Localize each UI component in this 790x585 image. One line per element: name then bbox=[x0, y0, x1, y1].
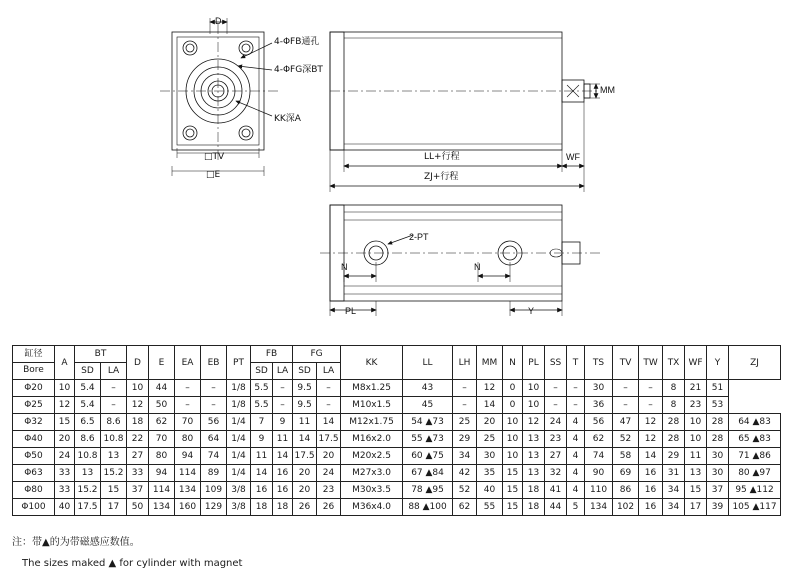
cell-value: 53 bbox=[707, 397, 729, 414]
cell-value: 26 bbox=[317, 499, 341, 516]
cell-value: 28 bbox=[663, 431, 685, 448]
cell-value: 22 bbox=[127, 431, 149, 448]
cell-value: 45 bbox=[403, 397, 453, 414]
cell-value: 18 bbox=[523, 499, 545, 516]
table-row bbox=[13, 499, 781, 516]
cell-value: 30 bbox=[477, 448, 503, 465]
cell-value: 50 bbox=[127, 499, 149, 516]
dim-label-n-right: N bbox=[474, 262, 481, 272]
cell-value: 52 bbox=[613, 431, 639, 448]
cell-value: 16 bbox=[639, 482, 663, 499]
cell-value: 64 bbox=[201, 431, 227, 448]
cell-value: 4 bbox=[567, 414, 585, 431]
cell-value: 10 bbox=[523, 380, 545, 397]
cell-value: 71 ▲86 bbox=[729, 448, 781, 465]
cell-value: 36 bbox=[585, 397, 613, 414]
cell-value: 10 bbox=[503, 431, 523, 448]
col-pl: PL bbox=[523, 346, 545, 380]
cell-value: – bbox=[639, 380, 663, 397]
cell-value: 28 bbox=[707, 414, 729, 431]
cell-value: 30 bbox=[707, 465, 729, 482]
cell-value: 55 ▲73 bbox=[403, 431, 453, 448]
cell-value: M36x4.0 bbox=[341, 499, 403, 516]
col-mm: MM bbox=[477, 346, 503, 380]
col-fg: FG bbox=[293, 346, 341, 363]
cell-value: 1/4 bbox=[227, 414, 251, 431]
cell-value: 16 bbox=[639, 499, 663, 516]
cell-value: 51 bbox=[707, 380, 729, 397]
cell-value: 23 bbox=[545, 431, 567, 448]
cell-value: – bbox=[567, 380, 585, 397]
cell-value: 80 bbox=[149, 448, 175, 465]
cell-value: 62 bbox=[585, 431, 613, 448]
cell-value: 20 bbox=[293, 465, 317, 482]
cell-value: 50 bbox=[149, 397, 175, 414]
cell-value: 10 bbox=[503, 414, 523, 431]
cell-value: 18 bbox=[127, 414, 149, 431]
cell-value: 109 bbox=[201, 482, 227, 499]
cell-value: 69 bbox=[613, 465, 639, 482]
cell-value: 18 bbox=[273, 499, 293, 516]
cell-value: 16 bbox=[251, 482, 273, 499]
cell-value: 13 bbox=[101, 448, 127, 465]
cell-value: 3/8 bbox=[227, 499, 251, 516]
cell-value: 7 bbox=[251, 414, 273, 431]
table-row bbox=[13, 431, 781, 448]
dim-label-n-left: N bbox=[341, 262, 348, 272]
table-row bbox=[13, 482, 781, 499]
cell-value: – bbox=[613, 380, 639, 397]
cell-value: 94 bbox=[149, 465, 175, 482]
dim-label-pl: PL bbox=[345, 306, 357, 316]
cell-value: 11 bbox=[685, 448, 707, 465]
col-bore-cn: 缸径 bbox=[24, 349, 43, 359]
cell-value: 94 bbox=[175, 448, 201, 465]
callout-kk-deep: KK深A bbox=[274, 114, 301, 124]
callout-2-pt-port: 2-PT bbox=[409, 232, 429, 242]
header-row-1 bbox=[13, 346, 781, 363]
cell-bore: Φ63 bbox=[13, 465, 55, 482]
cell-value: 17 bbox=[101, 499, 127, 516]
cell-value: 25 bbox=[453, 414, 477, 431]
cell-value: 37 bbox=[127, 482, 149, 499]
cell-value: 44 bbox=[149, 380, 175, 397]
cell-value: M8x1.25 bbox=[341, 380, 403, 397]
cell-value: 15 bbox=[685, 482, 707, 499]
cell-value: 10.8 bbox=[75, 448, 101, 465]
cell-value: M30x3.5 bbox=[341, 482, 403, 499]
cell-value: – bbox=[101, 380, 127, 397]
cell-value: 134 bbox=[149, 499, 175, 516]
cell-value: 78 ▲95 bbox=[403, 482, 453, 499]
cell-value: – bbox=[317, 397, 341, 414]
cell-value: 5.5 bbox=[251, 397, 273, 414]
cell-bore: Φ20 bbox=[13, 380, 55, 397]
note-chinese: 注：带▲的为带磁感应数值。 bbox=[12, 537, 140, 548]
cell-value: – bbox=[639, 397, 663, 414]
cell-value: 33 bbox=[55, 465, 75, 482]
cell-value: 43 bbox=[403, 380, 453, 397]
cell-value: 8.6 bbox=[75, 431, 101, 448]
cell-value: 8 bbox=[663, 380, 685, 397]
cell-value: 17.5 bbox=[317, 431, 341, 448]
cell-value: 14 bbox=[639, 448, 663, 465]
col-a: A bbox=[55, 346, 75, 380]
cell-value: – bbox=[101, 397, 127, 414]
col-ll: LL bbox=[403, 346, 453, 380]
cell-value: 12 bbox=[55, 397, 75, 414]
cell-value: 67 ▲84 bbox=[403, 465, 453, 482]
cell-value: 30 bbox=[707, 448, 729, 465]
cell-bore: Φ100 bbox=[13, 499, 55, 516]
cell-value: 5.5 bbox=[251, 380, 273, 397]
cell-value: 5.4 bbox=[75, 397, 101, 414]
cell-value: 27 bbox=[545, 448, 567, 465]
cell-value: 14 bbox=[477, 397, 503, 414]
col-t: T bbox=[567, 346, 585, 380]
cell-value: 33 bbox=[127, 465, 149, 482]
cell-value: 10 bbox=[55, 380, 75, 397]
cell-value: 41 bbox=[545, 482, 567, 499]
cell-value: 1/8 bbox=[227, 380, 251, 397]
cell-value: 23 bbox=[317, 482, 341, 499]
cell-value: 4 bbox=[567, 482, 585, 499]
table-head bbox=[13, 346, 781, 380]
cell-value: 102 bbox=[613, 499, 639, 516]
cell-value: 1/4 bbox=[227, 448, 251, 465]
cell-value: M10x1.5 bbox=[341, 397, 403, 414]
col-d: D bbox=[127, 346, 149, 380]
cell-value: 32 bbox=[545, 465, 567, 482]
cell-value: 10 bbox=[127, 380, 149, 397]
cell-value: 4 bbox=[567, 431, 585, 448]
cell-value: 56 bbox=[585, 414, 613, 431]
cell-value: 110 bbox=[585, 482, 613, 499]
cell-value: – bbox=[545, 397, 567, 414]
col-tx: TX bbox=[663, 346, 685, 380]
dim-label-d: D bbox=[215, 16, 222, 26]
dim-label-zj-stroke: ZJ+行程 bbox=[424, 172, 459, 182]
col-bore bbox=[13, 346, 55, 380]
cell-value: 24 bbox=[317, 465, 341, 482]
cell-value: 0 bbox=[503, 380, 523, 397]
cell-value: 52 bbox=[453, 482, 477, 499]
col-fb: FB bbox=[251, 346, 293, 363]
cell-value: 62 bbox=[149, 414, 175, 431]
cell-value: 74 bbox=[585, 448, 613, 465]
cell-value: 90 bbox=[585, 465, 613, 482]
cell-value: 12 bbox=[639, 414, 663, 431]
cell-value: 16 bbox=[273, 482, 293, 499]
cell-value: – bbox=[545, 380, 567, 397]
cell-bore: Φ80 bbox=[13, 482, 55, 499]
cell-value: – bbox=[201, 397, 227, 414]
cell-value: 29 bbox=[663, 448, 685, 465]
dim-label-wf: WF bbox=[566, 152, 580, 162]
cell-value: 12 bbox=[523, 414, 545, 431]
cell-value: 1/8 bbox=[227, 397, 251, 414]
cell-value: 12 bbox=[477, 380, 503, 397]
cell-value: 10 bbox=[503, 448, 523, 465]
cell-value: 40 bbox=[55, 499, 75, 516]
dim-label-tv: □TV bbox=[204, 152, 225, 162]
cell-value: 31 bbox=[663, 465, 685, 482]
dim-label-e: □E bbox=[206, 170, 221, 180]
col-tw: TW bbox=[639, 346, 663, 380]
cell-value: 0 bbox=[503, 397, 523, 414]
cell-value: M27x3.0 bbox=[341, 465, 403, 482]
col-n: N bbox=[503, 346, 523, 380]
col-bt: BT bbox=[75, 346, 127, 363]
col-bt-sd: SD bbox=[75, 363, 101, 380]
cell-value: 5.4 bbox=[75, 380, 101, 397]
cell-value: 80 ▲97 bbox=[729, 465, 781, 482]
cell-value: 3/8 bbox=[227, 482, 251, 499]
cell-value: 29 bbox=[453, 431, 477, 448]
cell-value: – bbox=[567, 397, 585, 414]
cell-value: 34 bbox=[453, 448, 477, 465]
cell-value: – bbox=[317, 380, 341, 397]
callout-fb-through-hole: 4-ΦFB通孔 bbox=[274, 37, 320, 47]
col-wf: WF bbox=[685, 346, 707, 380]
dim-label-ll-stroke: LL+行程 bbox=[424, 152, 460, 162]
cell-value: – bbox=[175, 397, 201, 414]
cell-value: 89 bbox=[201, 465, 227, 482]
col-fg-sd: SD bbox=[293, 363, 317, 380]
cell-value: 28 bbox=[707, 431, 729, 448]
cell-value: 60 ▲75 bbox=[403, 448, 453, 465]
cell-value: 28 bbox=[663, 414, 685, 431]
cell-value: 15 bbox=[503, 499, 523, 516]
cell-value: 42 bbox=[453, 465, 477, 482]
table-row bbox=[13, 380, 781, 397]
cell-value: – bbox=[175, 380, 201, 397]
col-ss: SS bbox=[545, 346, 567, 380]
cell-value: 11 bbox=[273, 431, 293, 448]
col-fb-la: LA bbox=[273, 363, 293, 380]
cell-value: 27 bbox=[127, 448, 149, 465]
cell-value: 12 bbox=[127, 397, 149, 414]
cell-value: 134 bbox=[175, 482, 201, 499]
cell-value: 39 bbox=[707, 499, 729, 516]
cell-value: 14 bbox=[251, 465, 273, 482]
table-row bbox=[13, 465, 781, 482]
cell-value: 58 bbox=[613, 448, 639, 465]
cell-value: 30 bbox=[585, 380, 613, 397]
col-eb: EB bbox=[201, 346, 227, 380]
cell-value: 21 bbox=[685, 380, 707, 397]
cell-value: 23 bbox=[685, 397, 707, 414]
cell-value: – bbox=[273, 397, 293, 414]
cell-value: 15 bbox=[101, 482, 127, 499]
col-fb-sd: SD bbox=[251, 363, 273, 380]
cell-value: 74 bbox=[201, 448, 227, 465]
cell-value: 35 bbox=[477, 465, 503, 482]
cell-bore: Φ50 bbox=[13, 448, 55, 465]
cell-value: 64 ▲83 bbox=[729, 414, 781, 431]
col-lh: LH bbox=[453, 346, 477, 380]
callout-fg-deep: 4-ΦFG深BT bbox=[274, 65, 323, 75]
cell-value: 15 bbox=[503, 482, 523, 499]
cell-value: 80 bbox=[175, 431, 201, 448]
cell-value: 9.5 bbox=[293, 380, 317, 397]
dim-label-mm: MM bbox=[600, 85, 615, 95]
cell-value: 15.2 bbox=[75, 482, 101, 499]
cell-value: 56 bbox=[201, 414, 227, 431]
cell-value: 13 bbox=[523, 431, 545, 448]
dim-label-y: Y bbox=[528, 306, 535, 316]
col-zj: ZJ bbox=[729, 346, 781, 380]
col-y: Y bbox=[707, 346, 729, 380]
note-english: The sizes maked ▲ for cylinder with magnet bbox=[22, 558, 243, 569]
cell-value: 17 bbox=[685, 499, 707, 516]
cell-value: 9.5 bbox=[293, 397, 317, 414]
cell-value: 86 bbox=[613, 482, 639, 499]
cell-value: 10.8 bbox=[101, 431, 127, 448]
cell-value: 129 bbox=[201, 499, 227, 516]
cell-value: 20 bbox=[477, 414, 503, 431]
cell-bore: Φ32 bbox=[13, 414, 55, 431]
cell-value: 17.5 bbox=[293, 448, 317, 465]
table-row bbox=[13, 448, 781, 465]
cell-value: – bbox=[613, 397, 639, 414]
cell-value: 25 bbox=[477, 431, 503, 448]
cell-value: 114 bbox=[149, 482, 175, 499]
col-pt: PT bbox=[227, 346, 251, 380]
cell-value: 95 ▲112 bbox=[729, 482, 781, 499]
cell-value: 37 bbox=[707, 482, 729, 499]
cell-value: 13 bbox=[523, 465, 545, 482]
cell-value: 6.5 bbox=[75, 414, 101, 431]
cell-value: 26 bbox=[293, 499, 317, 516]
cell-value: 20 bbox=[293, 482, 317, 499]
cell-value: 65 ▲83 bbox=[729, 431, 781, 448]
cell-value: 8 bbox=[663, 397, 685, 414]
cell-value: 9 bbox=[251, 431, 273, 448]
cell-value: 9 bbox=[273, 414, 293, 431]
cell-value: 34 bbox=[663, 499, 685, 516]
cell-bore: Φ25 bbox=[13, 397, 55, 414]
cell-value: 33 bbox=[55, 482, 75, 499]
cell-value: 4 bbox=[567, 448, 585, 465]
table-body bbox=[13, 380, 781, 516]
cell-value: 54 ▲73 bbox=[403, 414, 453, 431]
table-row bbox=[13, 397, 781, 414]
cell-value: 1/4 bbox=[227, 431, 251, 448]
cell-value: 11 bbox=[293, 414, 317, 431]
col-kk: KK bbox=[341, 346, 403, 380]
col-tv: TV bbox=[613, 346, 639, 380]
cell-value: 10 bbox=[685, 414, 707, 431]
cell-value: 160 bbox=[175, 499, 201, 516]
dimension-table bbox=[12, 345, 781, 516]
cell-value: – bbox=[201, 380, 227, 397]
cell-value: – bbox=[453, 397, 477, 414]
cell-value: 134 bbox=[585, 499, 613, 516]
col-bore-en: Bore bbox=[13, 362, 54, 378]
col-ts: TS bbox=[585, 346, 613, 380]
cell-value: 13 bbox=[75, 465, 101, 482]
cell-value: 4 bbox=[567, 465, 585, 482]
col-ea: EA bbox=[175, 346, 201, 380]
cell-value: 14 bbox=[273, 448, 293, 465]
cell-value: 40 bbox=[477, 482, 503, 499]
col-bt-la: LA bbox=[101, 363, 127, 380]
cell-value: 5 bbox=[567, 499, 585, 516]
cell-value: M20x2.5 bbox=[341, 448, 403, 465]
cell-value: 13 bbox=[523, 448, 545, 465]
cell-value: 14 bbox=[293, 431, 317, 448]
cell-value: 16 bbox=[273, 465, 293, 482]
cell-value: M12x1.75 bbox=[341, 414, 403, 431]
table-row bbox=[13, 414, 781, 431]
col-e: E bbox=[149, 346, 175, 380]
cell-value: M16x2.0 bbox=[341, 431, 403, 448]
dimension-table-wrapper bbox=[12, 345, 778, 516]
cell-value: 24 bbox=[55, 448, 75, 465]
cell-value: 15 bbox=[55, 414, 75, 431]
cell-value: 16 bbox=[639, 465, 663, 482]
cell-value: 18 bbox=[251, 499, 273, 516]
cell-value: 105 ▲117 bbox=[729, 499, 781, 516]
cell-value: 17.5 bbox=[75, 499, 101, 516]
cell-value: 55 bbox=[477, 499, 503, 516]
cell-value: 20 bbox=[317, 448, 341, 465]
cell-value: 88 ▲100 bbox=[403, 499, 453, 516]
cell-value: 10 bbox=[685, 431, 707, 448]
cell-value: 14 bbox=[317, 414, 341, 431]
cell-value: 47 bbox=[613, 414, 639, 431]
col-fg-la: LA bbox=[317, 363, 341, 380]
cell-value: 34 bbox=[663, 482, 685, 499]
cell-bore: Φ40 bbox=[13, 431, 55, 448]
cell-value: 13 bbox=[685, 465, 707, 482]
cell-value: 114 bbox=[175, 465, 201, 482]
cell-value: 70 bbox=[175, 414, 201, 431]
cell-value: 70 bbox=[149, 431, 175, 448]
cell-value: 1/4 bbox=[227, 465, 251, 482]
cell-value: 15.2 bbox=[101, 465, 127, 482]
cell-value: 62 bbox=[453, 499, 477, 516]
cell-value: 20 bbox=[55, 431, 75, 448]
cell-value: 18 bbox=[523, 482, 545, 499]
cell-value: 12 bbox=[639, 431, 663, 448]
cell-value: 11 bbox=[251, 448, 273, 465]
cell-value: – bbox=[453, 380, 477, 397]
cell-value: 24 bbox=[545, 414, 567, 431]
cell-value: – bbox=[273, 380, 293, 397]
cell-value: 15 bbox=[503, 465, 523, 482]
cell-value: 44 bbox=[545, 499, 567, 516]
cell-value: 10 bbox=[523, 397, 545, 414]
cell-value: 8.6 bbox=[101, 414, 127, 431]
